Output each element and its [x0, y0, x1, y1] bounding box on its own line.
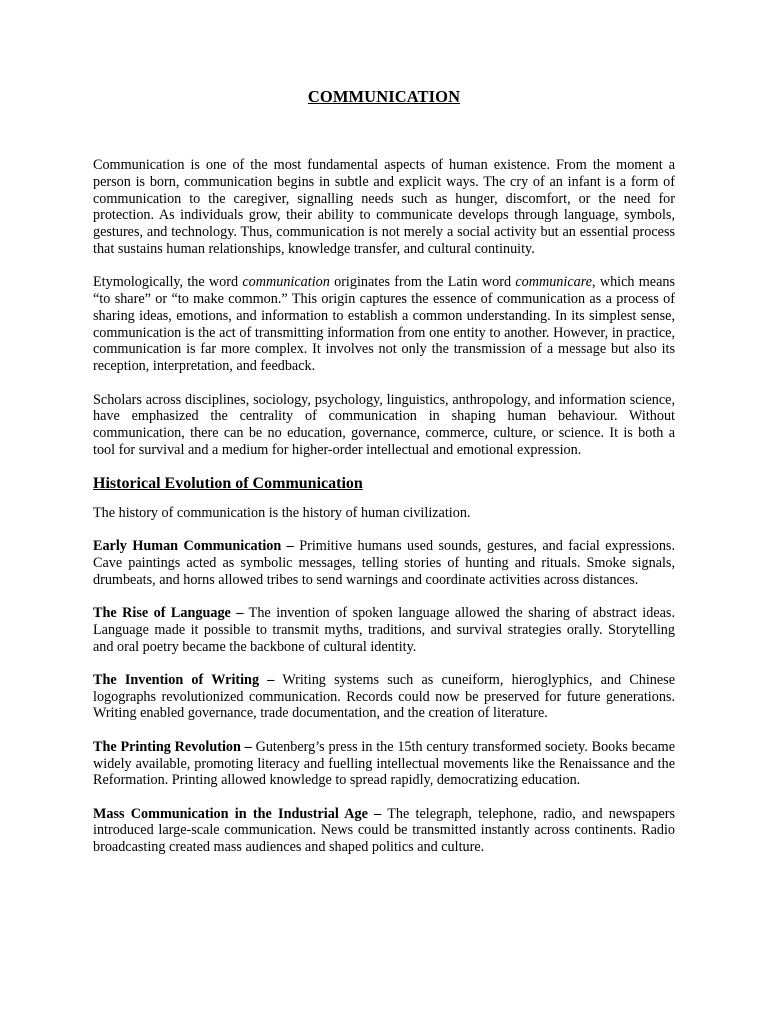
history-item [93, 605, 675, 655]
section-heading: Historical Evolution of Communication [93, 474, 363, 492]
history-item-term: Early Human Communication – [93, 538, 294, 555]
history-item-term: The Rise of Language – [93, 604, 244, 621]
history-item [93, 538, 675, 588]
history-item-text: Writing systems such as cuneiform, hieroglyphics, and Chinese logographs revolutionized communication. Records could now be preserved for future generations. Writing enabled governance, trade documentation, and the creation of literature. [93, 671, 675, 722]
history-item [93, 672, 675, 722]
history-item-text: Gutenberg’s press in the 15th century transformed society. Books became widely available, promoting literacy and fuelling intellectual movements like the Renaissance and the Reformation. Printing allowed knowledge to spread rapidly, democratizing education. [93, 738, 675, 789]
history-item-text: Primitive humans used sounds, gestures, and facial expressions. Cave paintings acted as symbolic messages, telling stories of hunting and rituals. Smoke signals, drumbeats, and horns allowed tribes to send warnings and coordinate activities across distances. [93, 538, 675, 588]
history-item-term: The Invention of Writing – [93, 671, 275, 688]
document-title: COMMUNICATION [307, 87, 461, 106]
paragraph-text: originates from the Latin word [329, 274, 516, 291]
paragraph-text: , which means “to share” or “to make common.” This origin captures the essence of communication as a process of sharing ideas, emotions, and information to establish a common understanding. In its simplest sense, communication is the act of transmitting information from one entity to another. However, in practice, communication is far more complex. It involves not only the transmission of a message but also its reception, interpretation, and feedback. [93, 274, 676, 375]
intro-paragraph-2 [93, 274, 675, 375]
paragraph-text: Etymologically, the word [93, 274, 243, 291]
history-item-text: The telegraph, telephone, radio, and newspapers introduced large-scale communication. News could be transmitted instantly across continents. Radio broadcasting created mass audiences and shaped politics and culture. [93, 805, 675, 856]
document-body [93, 86, 675, 856]
intro-paragraph-1: Communication is one of the most fundamental aspects of human existence. From the moment a person is born, communication begins in subtle and explicit ways. The cry of an infant is a form of communication to the caregiver, signalling needs such as hunger, discomfort, or the need for protection. As individuals grow, their ability to communicate develops through language, symbols, gestures, and technology. Thus, communication is not merely a social activity but an essential process that sustains human relationships, knowledge transfer, and cultural continuity. [93, 157, 675, 257]
history-item-text: The invention of spoken language allowed the sharing of abstract ideas. Language made it possible to transmit myths, traditions, and survival strategies orally. Storytelling and oral poetry became the backbone of cultural identity. [93, 604, 675, 655]
term-communication: communication [242, 274, 330, 291]
history-item [93, 806, 675, 856]
history-item-term: Mass Communication in the Industrial Age – [93, 805, 382, 822]
history-item-term: The Printing Revolution – [93, 738, 252, 755]
section-lead: The history of communication is the history of human civilization. [93, 504, 471, 521]
intro-paragraph-3: Scholars across disciplines, sociology, psychology, linguistics, anthropology, and information science, have emphasized the centrality of communication in shaping human behaviour. Without communication, there can be no education, governance, commerce, culture, or science. It is both a tool for survival and a medium for higher-order intellectual and emotional expression. [93, 391, 675, 458]
history-item [93, 739, 675, 789]
term-communicare: communicare [515, 274, 593, 291]
